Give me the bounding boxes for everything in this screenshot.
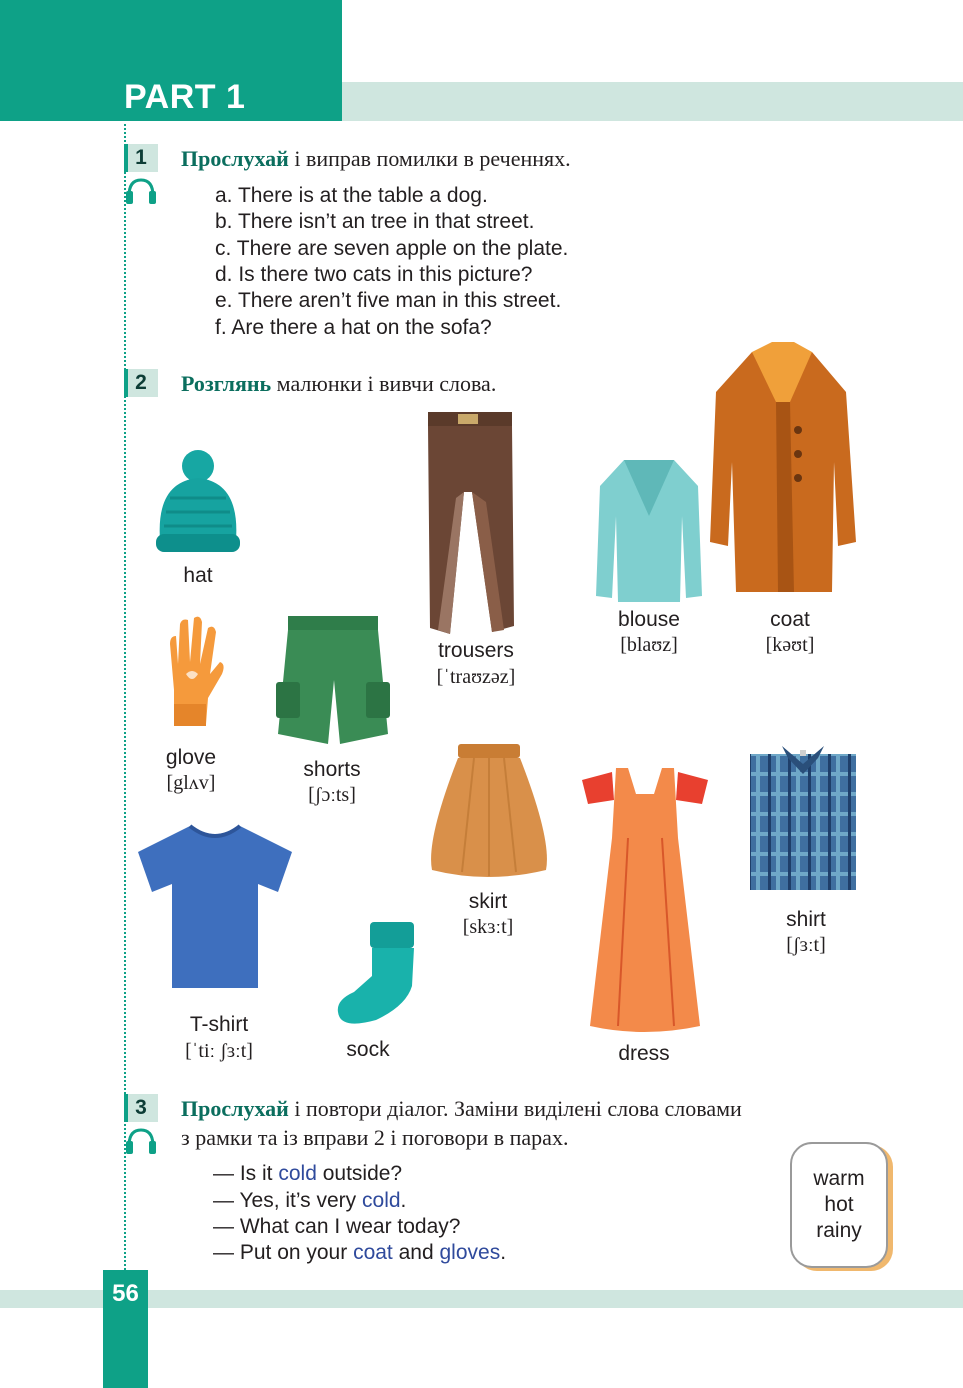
ipa-shorts: [ʃɔːts] <box>308 784 356 806</box>
word-trousers: trousers <box>438 639 514 662</box>
sentence-d: d. Is there two cats in this picture? <box>215 263 533 286</box>
sentence-a: a. There is at the table a dog. <box>215 184 488 207</box>
tshirt-picture <box>136 822 294 992</box>
word-sock: sock <box>346 1038 390 1061</box>
dialog-line-2: — Yes, it’s very cold. <box>213 1189 407 1212</box>
skirt-picture <box>428 744 550 880</box>
dialog-line-4: — Put on your coat and gloves. <box>213 1241 507 1264</box>
dress-picture <box>578 764 712 1036</box>
glove-picture <box>158 614 226 732</box>
ipa-coat: [kəʊt] <box>765 634 815 656</box>
word-hat: hat <box>183 564 213 587</box>
word-glove: glove <box>165 746 217 769</box>
highlight-word: gloves <box>439 1241 501 1264</box>
blouse-picture <box>594 456 704 606</box>
word-shirt: shirt <box>786 908 826 931</box>
word-box-item: rainy <box>816 1219 862 1242</box>
hat-picture <box>150 448 246 556</box>
highlight-word: cold <box>362 1189 401 1212</box>
word-dress: dress <box>618 1042 670 1065</box>
exercise-3-instruction: Прослухай і повтори діалог. Заміни виділені слова словами з рамки та із вправи 2 і поговори в парах. <box>181 1096 742 1150</box>
exercise-3-number: 3 <box>124 1094 158 1122</box>
ipa-tshirt: [ˈtiː ʃɜːt] <box>185 1040 253 1062</box>
headphones-icon[interactable] <box>124 176 158 206</box>
dialog-line-3: — What can I wear today? <box>213 1215 461 1238</box>
exercise-2-instruction: Розглянь малюнки і вивчи слова. <box>181 371 497 396</box>
dialog-line-1: — Is it cold outside? <box>213 1162 403 1185</box>
ipa-shirt: [ʃɜːt] <box>786 934 826 956</box>
word-box <box>790 1142 888 1268</box>
highlight-word: coat <box>353 1241 393 1264</box>
sentence-f: f. Are there a hat on the sofa? <box>215 316 492 339</box>
word-blouse: blouse <box>618 608 680 631</box>
exercise-1-number: 1 <box>124 144 158 172</box>
trousers-picture <box>420 412 520 638</box>
exercise-2-number: 2 <box>124 369 158 397</box>
word-box-item: hot <box>824 1193 854 1216</box>
ipa-blouse: [blaʊz] <box>620 634 678 656</box>
sentence-e: e. There aren’t five man in this street. <box>215 289 562 312</box>
exercise-1-verb: Прослухай <box>181 146 289 171</box>
exercise-1-instruction: Прослухай і виправ помилки в реченнях. <box>181 146 571 171</box>
exercise-2-verb: Розглянь <box>181 371 272 396</box>
exercise-3-verb: Прослухай <box>181 1096 289 1121</box>
sock-picture <box>336 920 418 1026</box>
highlight-word: cold <box>278 1162 317 1185</box>
shirt-picture <box>748 744 858 892</box>
sentence-b: b. There isn’t an tree in that street. <box>215 210 535 233</box>
page-number: 56 <box>112 1280 139 1307</box>
header-band <box>342 82 963 121</box>
word-box-item: warm <box>813 1167 865 1190</box>
shorts-picture <box>274 616 392 746</box>
ipa-glove: [glʌv] <box>166 772 216 794</box>
word-skirt: skirt <box>468 890 508 913</box>
word-tshirt: T-shirt <box>189 1013 249 1036</box>
word-coat: coat <box>770 608 810 631</box>
ipa-trousers: [ˈtraʊzəz] <box>436 666 516 688</box>
word-shorts: shorts <box>303 758 361 781</box>
sentence-c: c. There are seven apple on the plate. <box>215 237 569 260</box>
ipa-skirt: [skɜːt] <box>462 916 514 938</box>
part-title: PART 1 <box>124 78 246 116</box>
coat-picture <box>706 342 858 598</box>
headphones-icon[interactable] <box>124 1126 158 1156</box>
